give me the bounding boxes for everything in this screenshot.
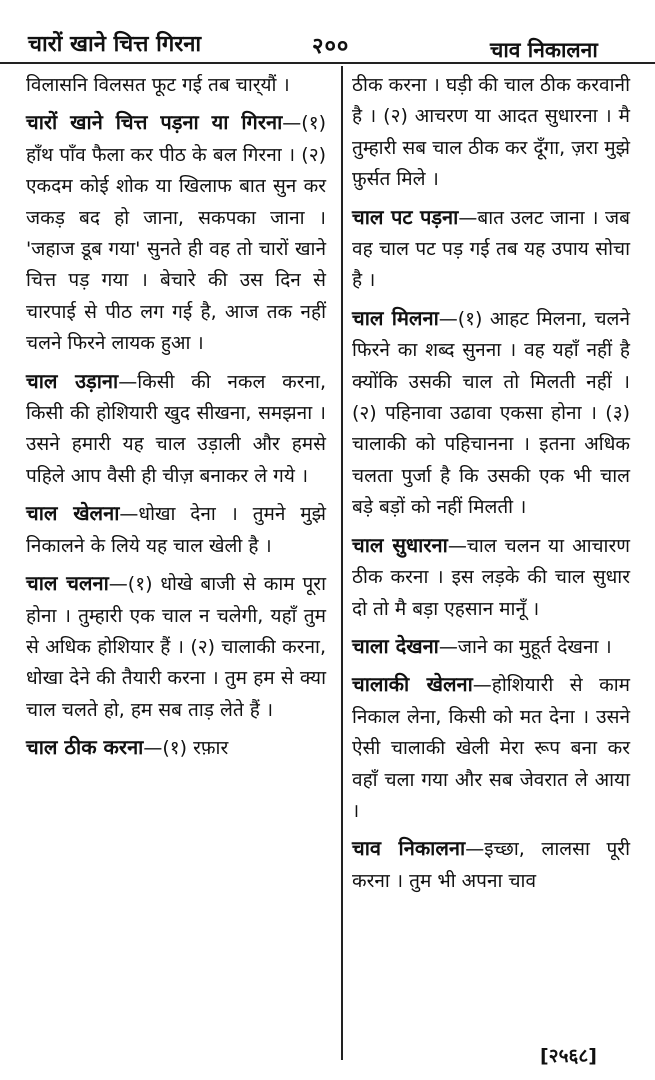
entry-definition: —(१) धोखे बाजी से काम पूरा होना । तुम्हारी एक चाल न चलेगी, यहाँ तुम से अधिक होशियार हैं । (२) चालाकी करना, धोखा देने की तैयारी करना । तुम हम से क्या चाल चलते हो, हम सब ताड़ लेते हैं । [26, 573, 326, 721]
entry-definition: —जाने का मुहूर्त देखना । [438, 635, 612, 658]
entry-term: चाल मिलना [352, 305, 439, 330]
entry-definition: —चाल चलन या आचारण ठीक करना । इस लड़के की चाल सुधार दो तो मै बड़ा एहसान मानूँ । [352, 534, 630, 620]
header-left-guide-word: चारों खाने चित्त गिरना [28, 32, 202, 57]
entry-term: चाव निकालना [352, 836, 466, 861]
dictionary-entry [26, 732, 326, 764]
dictionary-entry [352, 202, 630, 297]
entry-term: चाला देखना [352, 633, 439, 658]
continuation-text: ठीक करना । घड़ी की चाल ठीक करवानी है । (२) आचरण या आदत सुधारना । मै तुम्हारी सब चाल ठीक कर दूँगा, ज़रा मुझे फ़ुर्सत मिले । [352, 74, 630, 191]
entry-definition: —बात उलट जाना । जब वह चाल पट पड़ गई तब यह उपाय सोचा है । [352, 206, 630, 292]
right-column [352, 70, 630, 903]
entry-definition: —धोखा देना । तुमने मुझे निकालने के लिये यह चाल खेली है । [26, 503, 326, 557]
entry-term: चाल ठीक करना [26, 735, 144, 760]
left-column [26, 70, 326, 771]
dictionary-entry [26, 568, 326, 726]
signature-mark: [२५६८] [540, 1045, 597, 1067]
dictionary-entry [26, 107, 326, 359]
dictionary-entry [26, 366, 326, 493]
entry-term: चालाकी खेलना [352, 672, 473, 697]
dictionary-entry [352, 631, 630, 663]
entry-term: चारों खाने चित्त पड़ना या गिरना [26, 110, 283, 135]
column-divider [341, 66, 343, 1060]
entry-definition: —होशियारी से काम निकाल लेना, किसी को मत देना । उसने ऐसी चालाकी खेली मेरा रूप बना कर वहाँ चला गया और सब जेवरात ले आया । [352, 674, 630, 822]
entry-term: चाल खेलना [26, 501, 120, 526]
header-right-guide-word: चाव निकालना [490, 38, 598, 62]
continuation-text: विलासनि विलसत फूट गई तब चार्‌यौं । [26, 74, 290, 96]
dictionary-entry [352, 669, 630, 827]
dictionary-entry [26, 498, 326, 562]
entry-definition: —(१) रफ़ार [143, 737, 229, 760]
entry-definition: —किसी की नकल करना, किसी की होशियारी खुद सीखना, समझना । उसने हमारी यह चाल उड़ाली और हमसे पहिले आप वैसी ही चीज़ बनाकर ले गये । [26, 370, 326, 487]
page-number: २०० [312, 34, 350, 59]
dictionary-entry [352, 833, 630, 897]
entry-definition: —(१) आहट मिलना, चलने फिरने का शब्द सुनना । वह यहाँ नहीं है क्योंकि उसकी चाल तो मिलती नहीं । (२) पहिनावा उढावा एकसा होना । (३) चालाकी को पहिचानना । इतना अधिक चलता पुर्जा है कि उसकी एक भी चाल बड़े बड़ों को नहीं मिलती । [352, 307, 630, 519]
entry-definition: —इच्छा, लालसा पूरी करना । तुम भी अपना चाव [352, 838, 630, 892]
entry-term: चाल सुधारना [352, 532, 448, 557]
entry-term: चाल चलना [26, 571, 109, 596]
dictionary-entry [352, 530, 630, 625]
entry-term: चाल उड़ाना [26, 368, 119, 393]
entry-term: चाल पट पड़ना [352, 204, 459, 229]
entry-definition: —(१) हाँथ पाँव फैला कर पीठ के बल गिरना । (२) एकदम कोई शोक या खिलाफ बात सुन कर जकड़ बद हो जाना, सकपका जाना । 'जहाज डूब गया' सुनते ही वह तो चारों खाने चित्त पड़ गया । बेचारे की उस दिन से चारपाई से पीठ लग गई है, आज तक नहीं चलने फिरने लायक हुआ । [26, 112, 326, 355]
dictionary-entry [352, 303, 630, 524]
page-header [0, 0, 655, 64]
